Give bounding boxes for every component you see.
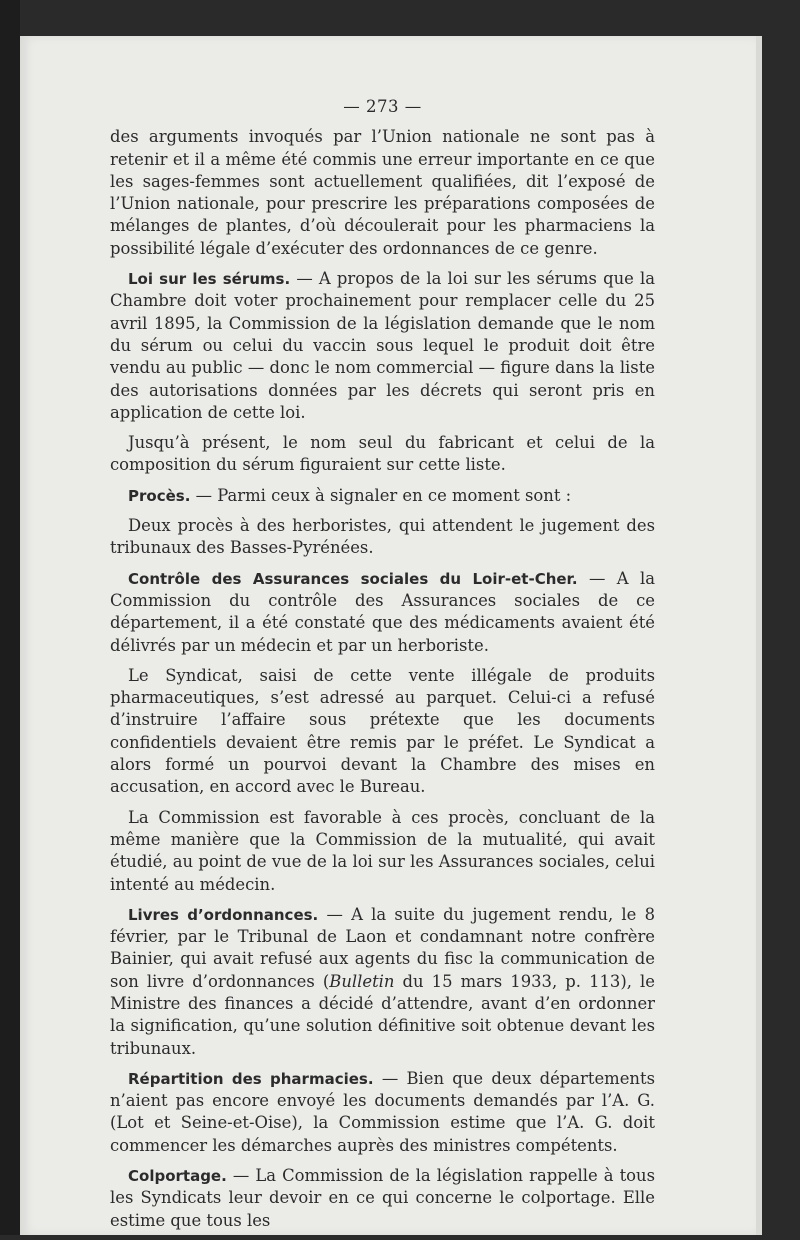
heading-livres: Livres d’ordonnances. — [128, 905, 319, 924]
livres-bulletin: Bulletin — [329, 971, 395, 991]
paragraph-colportage — [110, 1165, 655, 1232]
page-edge — [756, 36, 762, 1235]
paragraph-intro: des arguments invoqués par l’Union nationale ne sont pas à retenir et il a même été commis une erreur importante en ce que les sages-femmes sont actuellement qualifiées, dit l’exposé de l’Union nationale, pour prescrire les préparations composées de mélanges de plantes, d’où découlerait pour les pharmaciens la possibilité légale d’exécuter des ordonnances de ce genre. — [110, 127, 655, 258]
heading-controle: Contrôle des Assurances sociales du Loir-et-Cher. — [128, 569, 578, 588]
paragraph-controle-2: Le Syndicat, saisi de cette vente illégale de produits pharmaceutiques, s’est adressé au parquet. Celui-ci a refusé d’instruire l’affaire sous prétexte que les documents confidentiels devaient être remis par le préfet. Le Syndicat a alors formé un pourvoi devant la Chambre des mises en accusation, en accord avec le Bureau. — [110, 665, 655, 797]
proces-text: — Parmi ceux à signaler en ce moment sont : — [195, 485, 572, 505]
heading-proces: Procès. — [128, 486, 191, 505]
heading-colportage: Colportage. — [128, 1167, 227, 1186]
paragraph-controle-3: La Commission est favorable à ces procès, concluant de la même manière que la Commission de la mutualité, qui avait étudié, au point de vue de la loi sur les Assurances sociales, celui intenté au médecin. — [110, 807, 655, 894]
paragraph-serums — [110, 268, 655, 424]
repartition-text: — Bien que deux départements n’aient pas encore envoyé les documents demandés par l’A. G. (Lot et Seine-et-Oise), la Commission estime que l’A. G. doit commencer les démarches auprès des ministres compétents. — [110, 1068, 655, 1155]
paragraph-proces-2: Deux procès à des herboristes, qui attendent le jugement des tribunaux des Basses-Pyrénées. — [110, 516, 655, 558]
serums-text: — A propos de la loi sur les sérums que la Chambre doit voter prochainement pour remplacer celle du 25 avril 1895, la Commission de la législation demande que le nom du sérum ou celui du vaccin sous lequel le produit doit être vendu au public — donc le nom commercial — figure dans la liste des autorisations données par les décrets qui seront pris en application de cette loi. — [110, 269, 655, 422]
scan-dark-margin — [0, 0, 20, 1235]
colportage-text: — La Commission de la législation rappelle à tous les Syndicats leur devoir en ce qui concerne le colportage. Elle estime que tous les — [110, 1166, 655, 1230]
heading-loi-serums: Loi sur les sérums. — [128, 270, 291, 289]
paragraph-controle — [110, 568, 655, 657]
controle-text: — A la Commission du contrôle des Assurances sociales de ce département, il a été constaté que des médicaments avaient été délivrés par un médecin et par un herboriste. — [110, 568, 655, 655]
paragraph-repartition — [110, 1068, 655, 1157]
page-number: — 273 — — [343, 97, 422, 116]
livres-text-a: — A la suite du jugement rendu, le 8 février, par le Tribunal de Laon et condamnant notre confrère Bainier, qui avait refusé aux agents du fisc la communication de son livre d’ordonnances ( — [110, 904, 656, 991]
page-body — [110, 96, 655, 1240]
paragraph-proces — [110, 485, 655, 507]
heading-repartition: Répartition des pharmacies. — [128, 1069, 374, 1088]
livres-text-b: du 15 mars 1933, p. 113), le Ministre des finances a décidé d’attendre, avant d’en ordonner la signification, qu’une solution définitive soit obtenue devant les tribunaux. — [110, 971, 655, 1058]
paragraph-livres — [110, 904, 655, 1060]
paragraph-serums-2: Jusqu’à présent, le nom seul du fabricant et celui de la composition du sérum figuraient sur cette liste. — [110, 433, 655, 475]
